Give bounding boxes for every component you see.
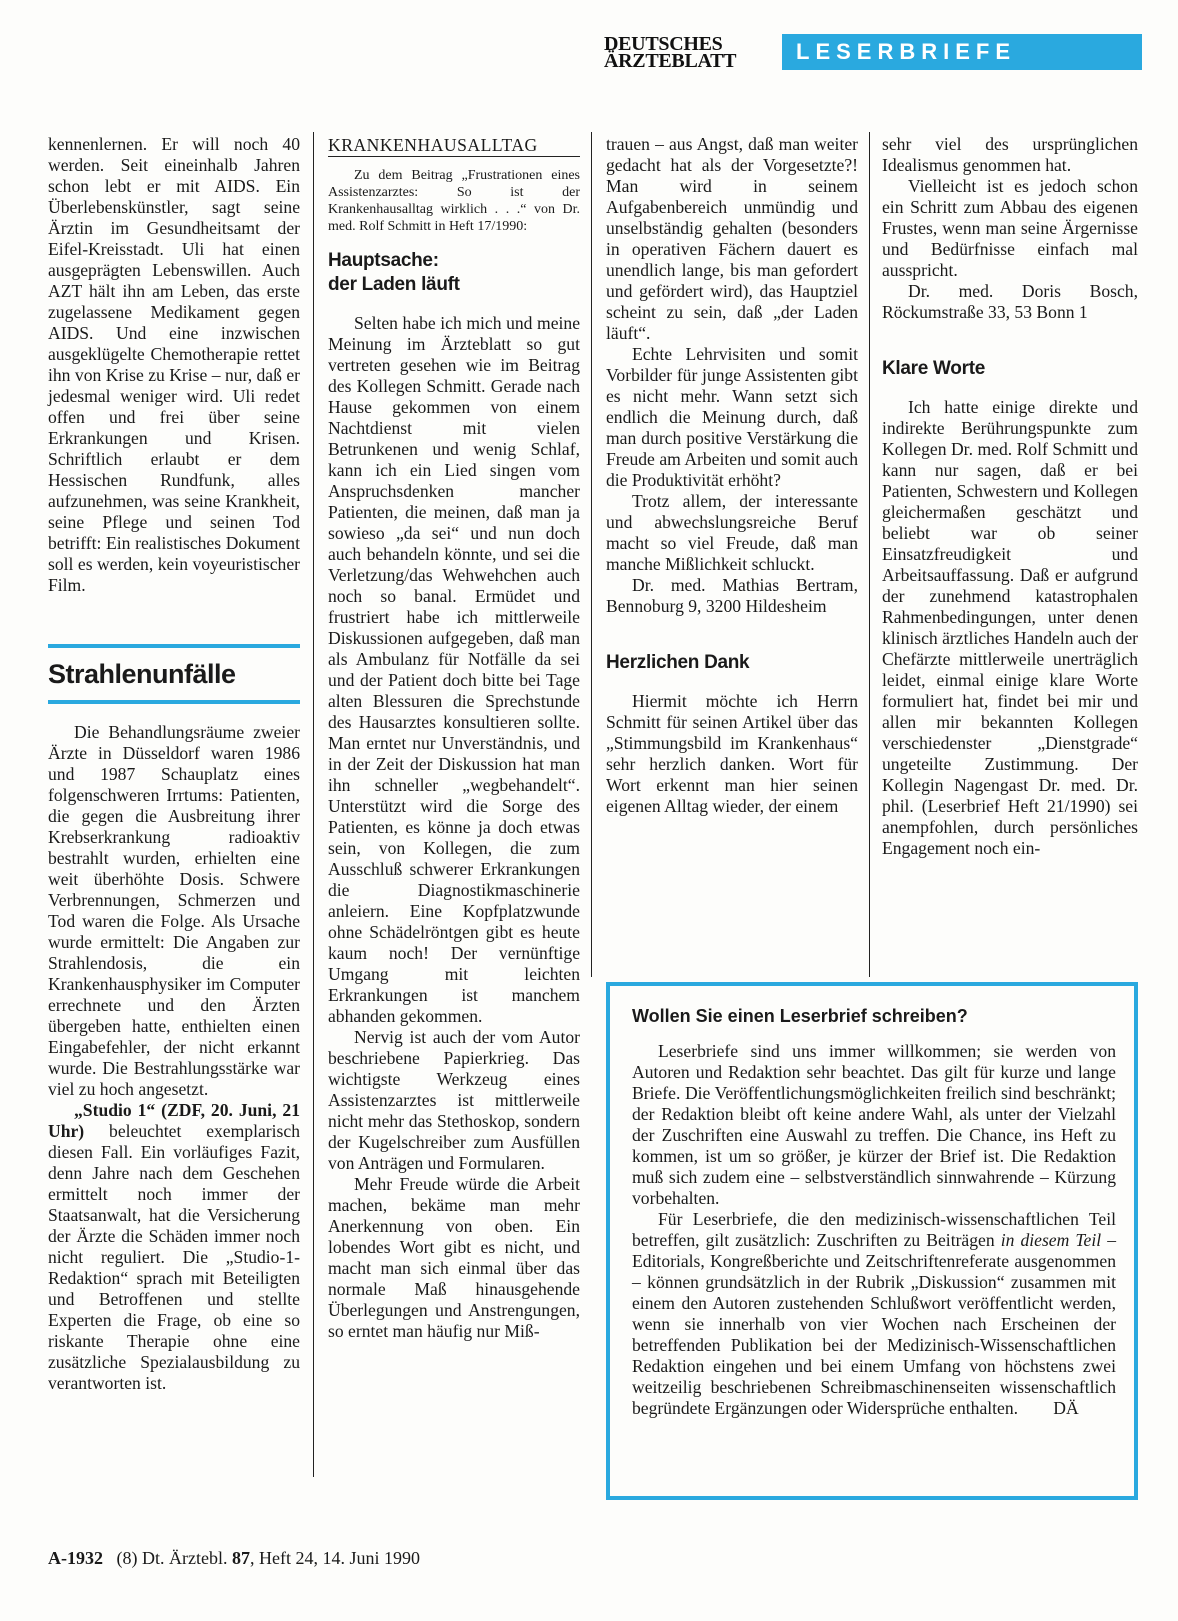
headline-line2: der Laden läuft (328, 274, 460, 295)
paragraph: trauen – aus Angst, daß man weiter gedacht hat als der Vorgesetzte?! Man wird in seinem Aufgabenbereich unmündig und unselbständig gehalten (besonders in operativen Fächern dauert es unendlich lange, bis man gefordert und gefördert wird), das Hauptziel scheint zu sein, daß „der Laden läuft“. (606, 134, 858, 343)
page-footer (48, 1548, 420, 1569)
masthead (604, 34, 1142, 70)
paragraph: Vielleicht ist es jedoch schon ein Schritt zum Abbau des eigenen Frustes, wenn man seine Ärgernisse und Bedürfnisse einfach mal ausspricht. (882, 176, 1138, 280)
column-4 (882, 134, 1138, 859)
paragraph: Selten habe ich mich und meine Meinung im Ärzteblatt so gut vertreten gesehen wie im Beitrag des Kollegen Schmitt. Gerade nach Hause gekommen von einem Nachtdienst mit vielen Betrunkenen und wenig Schlaf, kann ich ein Lied singen vom Anspruchsdenken mancher Patienten, die meinen, daß man ja sowieso „da sei“ und nun doch auch behandeln könnte, und sei die Verletzung/das Wehwehchen auch noch so banal. Ermüdet und frustriert habe ich mittlerweile Diskussionen aufgegeben, daß man als Ambulanz für Notfälle da sei und der Patient doch bitte bei Tage alten Blessuren die Sprechstunde des Hausarztes konsultieren sollte. Man erntet nur Unverständnis, und in der Zeit der Diskussion hat man ihn schneller „wegbehandelt“. Unterstützt wird die Sorge des Patienten, es könne ja doch etwas sein, von Kollegen, die zum Ausschluß schwerer Erkrankungen die Diagnostikmaschinerie anleiern. Eine Kopfplatzwunde ohne Schädelröntgen gibt es heute kaum noch! Der vernünftige Umgang mit leichten Erkrankungen ist manchem abhanden gekommen. (328, 313, 580, 1026)
section-kicker: KRANKENHAUSALLTAG (328, 134, 580, 157)
signoff: DÄ (1053, 1398, 1079, 1418)
paragraph: Leserbriefe sind uns immer willkommen; sie werden von Autoren und Redaktion sehr beachtet. Das gilt für kurze und lange Briefe. Die Veröffentlichungsmöglichkeiten freilich sind beschränkt; der Redaktion bleibt oft keine andere Wahl, als unter der Vielzahl der Zuschriften eine Auswahl zu treffen. Die Chance, ins Heft zu kommen, ist um so größer, je kürzer der Brief ist. Die Redaktion muß sich zudem eine – selbstverständlich sinnwahrende – Kürzung vorbehalten. (632, 1041, 1116, 1208)
letter-info-box (606, 982, 1138, 1500)
reference-note-text: Zu dem Beitrag „Frustrationen eines Assistenzarztes: So ist der Krankenhausalltag wirklich . . .“ von Dr. med. Rolf Schmitt in Heft 17/1990: (328, 168, 580, 234)
column-rule (313, 132, 314, 1477)
volume: 87 (231, 1548, 250, 1568)
citation: (8) Dt. Ärztebl. (116, 1548, 232, 1568)
paragraph-text: beleuchtet exemplarisch diesen Fall. Ein vorläufiges Fazit, denn Jahre nach dem Geschehen ermittelt noch immer der Staatsanwalt, hat die Versicherung der Ärzte die Schäden immer noch nicht reguliert. Die „Studio-1-Redaktion“ sprach mit Beteiligten und Betroffenen und stellte Experten die Frage, ob eine so riskante Therapie ohne eine zusätzliche Spezialausbildung zu verantworten ist. (48, 1121, 300, 1393)
column-rule (591, 132, 592, 977)
paragraph: Ich hatte einige direkte und indirekte Berührungspunkte zum Kollegen Dr. med. Rolf Schmitt und kann nur sagen, daß er bei Patienten, Schwestern und Kollegen gleichermaßen geschätzt und beliebt war ob seiner Einsatzfreudigkeit und Arbeitsauffassung. Daß er aufgrund der zunehmend katastrophalen Rahmenbedingungen, unter denen klinisch ärztliches Handeln auch der Chefärzte mittlerweile unerträglich leidet, einmal einige klare Worte formuliert hat, findet bei mir und allen mir bekannten Kollegen verschiedenster „Dienstgrade“ ungeteilte Zustimmung. Der Kollegin Nagengast Dr. med. Dr. phil. (Leserbrief Heft 21/1990) sei anempfohlen, durch persönliches Engagement noch ein- (882, 397, 1138, 858)
headline-herzlichen-dank: Herzlichen Dank (606, 652, 750, 673)
paragraph: Die Behandlungsräume zweier Ärzte in Düsseldorf waren 1986 und 1987 Schauplatz eines folgenschweren Irrtums: Patienten, die gegen die Ausbreitung ihrer Krebserkrankung radioaktiv bestrahlt wurden, erhielten eine weit überhöhte Dosis. Schwere Verbrennungen, Schmerzen und Tod waren die Folge. Als Ursache wurde ermittelt: Die Angaben zur Strahlendosis, die ein Krankenhausphysiker im Computer errechnete und den Ärzten übergeben hatte, enthielten einen Eingabefehler, der nicht erkannt wurde. Die Bestrahlungsstärke war viel zu hoch angesetzt. (48, 722, 300, 1099)
paragraph: Trotz allem, der interessante und abwechslungsreiche Beruf macht so viel Freude, daß man manche Mißlichkeit schluckt. (606, 491, 858, 574)
tv-program-reference: „Studio 1“ (ZDF, 20. Juni, 21 Uhr) (48, 1100, 300, 1141)
paragraph: kennenlernen. Er will noch 40 werden. Seit eineinhalb Jahren schon lebt er mit AIDS. Ein Überlebenskünstler, sagt seine Ärztin im Gesundheitsamt der Eifel-Kreisstadt. Uli hat einen ausgeprägten Lebenswillen. Auch AZT hält ihn am Leben, das erste zugelassene Medikament gegen AIDS. Und eine inzwischen ausgeklügelte Chemotherapie rettet ihn von Krise zu Krise – nur, daß er jedesmal weniger wird. Uli redet offen und frei über seine Erkrankungen und Krisen. Schriftlich erlaubt er dem Hessischen Rundfunk, alles aufzunehmen, was seine Krankheit, seine Pflege und seinen Tod betrifft: Ein realistisches Dokument soll es werden, kein voyeuristischer Film. (48, 134, 300, 595)
paragraph: Echte Lehrvisiten und somit Vorbilder für junge Assistenten gibt es nicht mehr. Wann setzt sich endlich die Meinung durch, daß man durch positive Verstärkung die Freude am Arbeiten und somit auch die Produktivität erhöht? (606, 344, 858, 490)
reference-note (328, 167, 580, 235)
journal-brand (604, 33, 774, 72)
column-rule (869, 132, 870, 977)
headline-block (48, 644, 300, 704)
paragraph-text: – Editorials, Kongreßberichte und Zeitschriftenreferate ausgenommen – können grundsätzlich in der Rubrik „Diskussion“ zusammen mit einem den Autoren zustehenden Schlußwort veröffentlicht werden, wenn sie innerhalb von vier Wochen nach Erscheinen der betreffenden Publikation bei der Medizinisch-Wissenschaftlichen Redaktion eingehen und bei einem Umfang von höchstens zwei weitzeilig beschriebenen Schreibmaschinenseiten wissenschaftlich begründete Ergänzungen oder Widersprüche enthalten. (632, 1230, 1116, 1418)
paragraph: sehr viel des ursprünglichen Idealismus genommen hat. (882, 134, 1138, 175)
signature: Dr. med. Doris Bosch, Röckumstraße 33, 53 Bonn 1 (882, 281, 1138, 322)
headline-line1: Hauptsache: (328, 250, 439, 271)
headline-strahlenunfaelle: Strahlenunfälle (48, 659, 236, 689)
paragraph (632, 1209, 1116, 1419)
section-banner: LESERBRIEFE (782, 34, 1142, 70)
column-3 (606, 134, 858, 817)
column-1 (48, 134, 300, 1394)
emphasis: in diesem Teil (1000, 1230, 1102, 1250)
column-2 (328, 134, 580, 1342)
headline-klare-worte: Klare Worte (882, 358, 985, 379)
info-box-title: Wollen Sie einen Leserbrief schreiben? (632, 1006, 968, 1026)
headline-hauptsache (328, 249, 580, 297)
paragraph: Nervig ist auch der vom Autor beschriebene Papierkrieg. Das wichtigste Werkzeug eines Assistenzarztes ist mittlerweile nicht mehr das Stethoskop, sondern der Kugelschreiber zum Ausfüllen von Anträgen und Formularen. (328, 1027, 580, 1173)
page-number: A-1932 (48, 1548, 103, 1568)
headline-bottom-bar (48, 700, 300, 704)
paragraph: Mehr Freude würde die Arbeit machen, bekäme man mehr Anerkennung von oben. Ein lobendes Wort gibt es nicht, und macht man sich einmal über das normale Maß hinausgehende Überlegungen und Anstrengungen, so erntet man häufig nur Miß- (328, 1174, 580, 1341)
paragraph-text: Für Leserbriefe, die den medizinisch-wissenschaftlichen Teil betreffen, gilt zusätzlich: Zuschriften zu Beiträgen (632, 1209, 1116, 1250)
brand-line2: ÄRZTEBLATT (604, 50, 737, 72)
citation-issue: , Heft 24, 14. Juni 1990 (249, 1548, 420, 1568)
brand-line1: DEUTSCHES (604, 33, 723, 55)
paragraph: Hiermit möchte ich Herrn Schmitt für seinen Artikel über das „Stimmungsbild im Krankenhaus“ sehr herzlich danken. Wort für Wort erkennt man hier seinen eigenen Alltag wieder, der einem (606, 691, 858, 816)
signature: Dr. med. Mathias Bertram, Bennoburg 9, 3200 Hildesheim (606, 575, 858, 616)
paragraph (48, 1100, 300, 1394)
